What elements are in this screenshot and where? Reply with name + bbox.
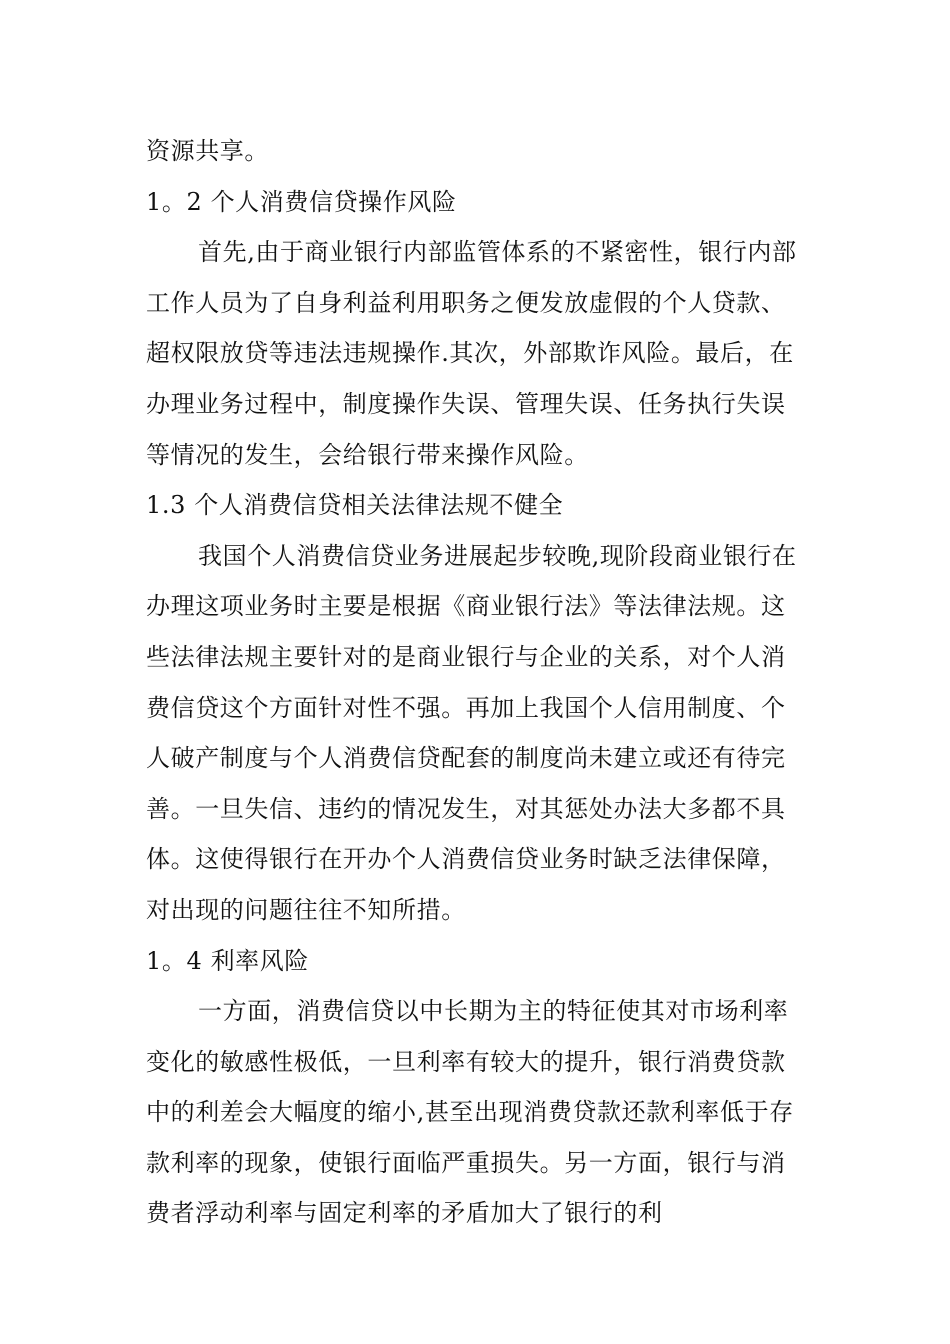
document-body [146,126,806,1239]
paragraph-operational-risk: 首先,由于商业银行内部监管体系的不紧密性，银行内部工作人员为了自身利益利用职务之便发放虚假的个人贷款、超权限放贷等违法违规操作.其次，外部欺诈风险。最后，在办理业务过程中，制度操作失误、管理失误、任务执行失误等情况的发生，会给银行带来操作风险。 [146,238,797,469]
section-heading-1-2: 1。2 个人消费信贷操作风险 [146,187,457,216]
paragraph-interest-rate-risk: 一方面，消费信贷以中长期为主的特征使其对市场利率变化的敏感性极低，一旦利率有较大的提升，银行消费贷款中的利差会大幅度的缩小,甚至出现消费贷款还款利率低于存款利率的现象，使银行面临严重损失。另一方面，银行与消费者浮动利率与固定利率的矛盾加大了银行的利 [146,997,794,1228]
section-heading-1-4: 1。4 利率风险 [146,946,309,975]
section-heading-1-3: 1.3 个人消费信贷相关法律法规不健全 [146,491,564,520]
paragraph-legal-framework: 我国个人消费信贷业务进展起步较晚,现阶段商业银行在办理这项业务时主要是根据《商业银行法》等法律法规。这些法律法规主要针对的是商业银行与企业的关系，对个人消费信贷这个方面针对性不强。再加上我国个人信用制度、个人破产制度与个人消费信贷配套的制度尚未建立或还有待完善。一旦失信、违约的情况发生，对其惩处办法大多都不具体。这使得银行在开办个人消费信贷业务时缺乏法律保障，对出现的问题往往不知所措。 [146,541,797,924]
paragraph-continuation: 资源共享。 [146,137,269,165]
